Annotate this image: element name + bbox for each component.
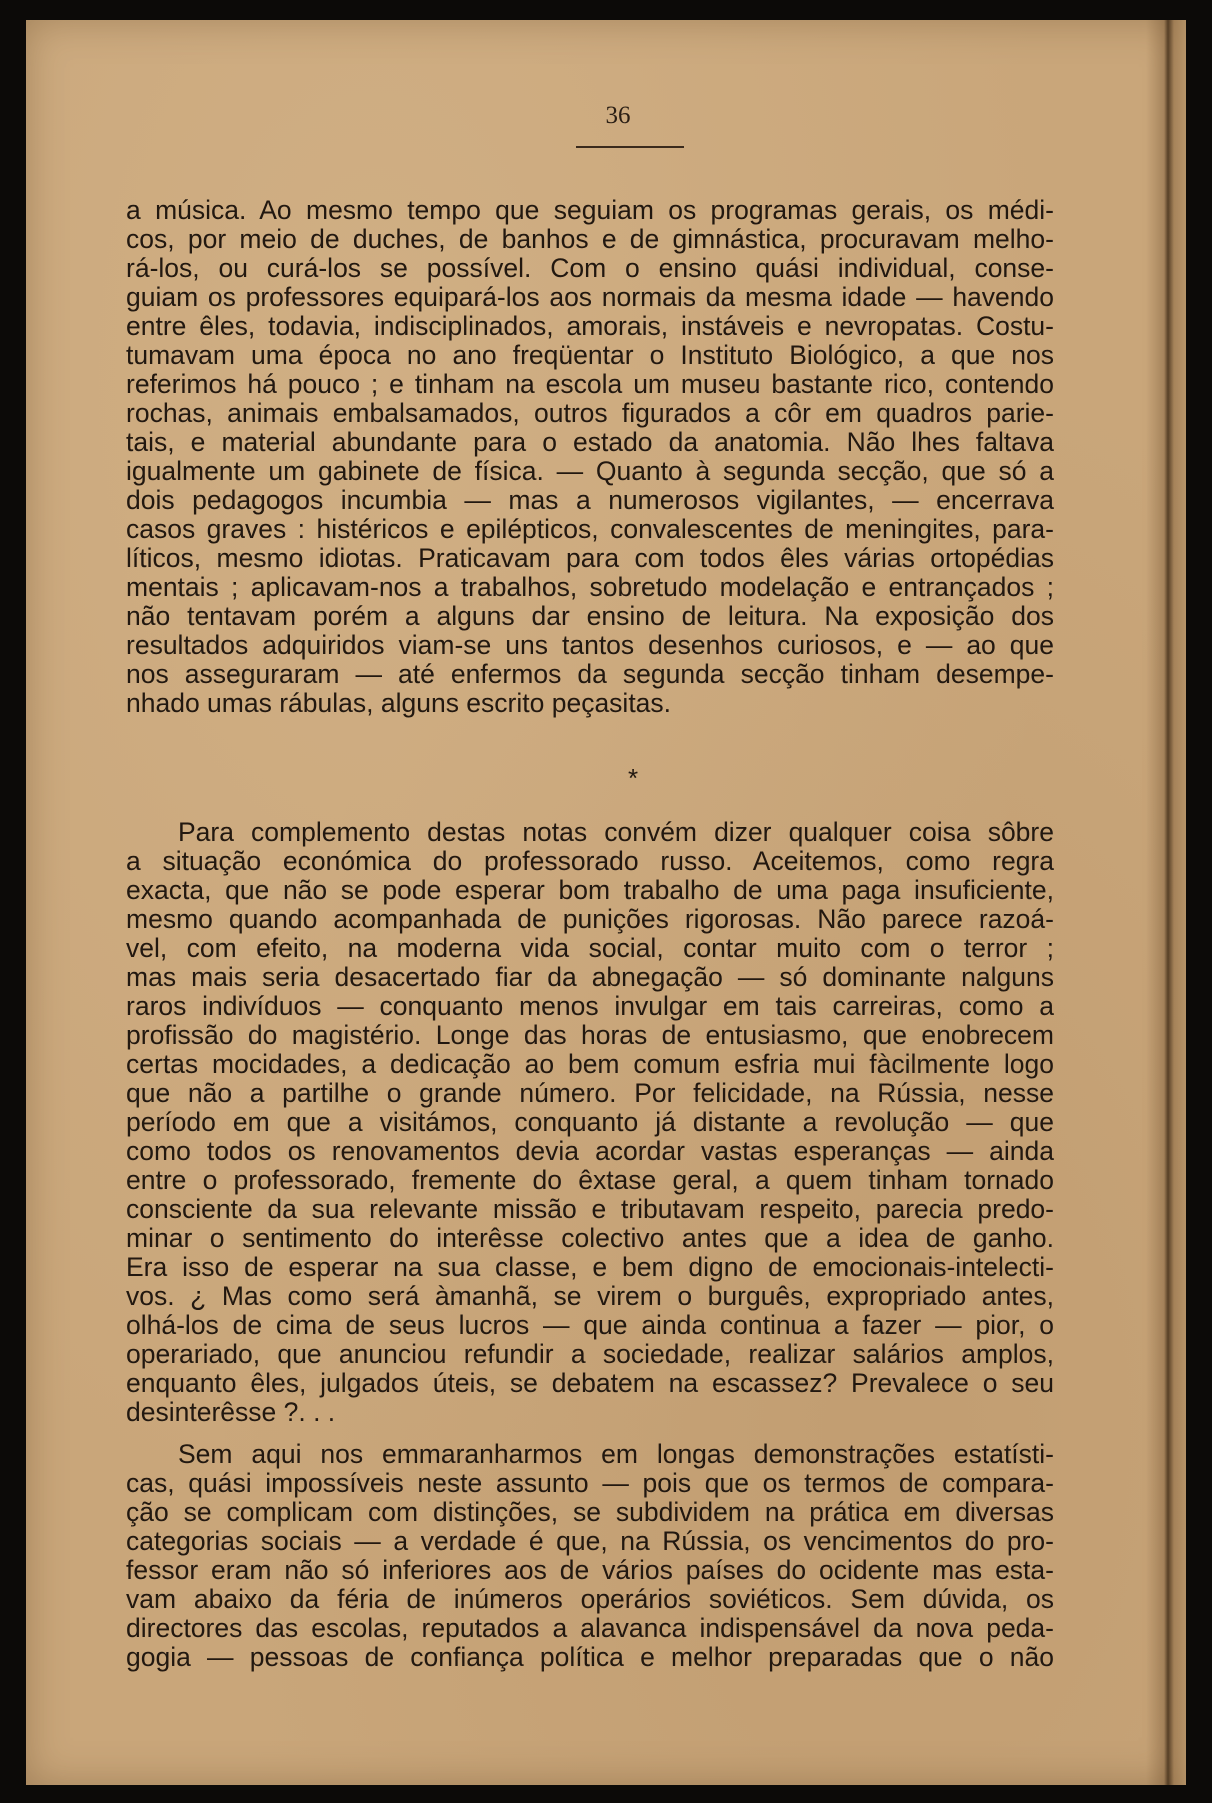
text-line: operariado, que anunciou refundir a sociedade, realizar salários amplos,: [126, 1339, 1054, 1369]
text-line: período em que a visitámos, conquanto já distante a revolução — que: [126, 1107, 1054, 1137]
text-line: que não a partilhe o grande número. Por felicidade, na Rússia, nesse: [126, 1078, 1054, 1108]
text-line: a música. Ao mesmo tempo que seguiam os programas gerais, os médi-: [126, 195, 1054, 225]
text-line: vam abaixo da féria de inúmeros operários soviéticos. Sem dúvida, os: [126, 1584, 1054, 1614]
text-line: entre o professorado, fremente do êxtase geral, a quem tinham tornado: [126, 1165, 1054, 1195]
text-line: mentais ; aplicavam-nos a trabalhos, sobretudo modelação e entrançados ;: [126, 572, 1054, 602]
text-line: não tentavam porém a alguns dar ensino de leitura. Na exposição dos: [126, 601, 1054, 631]
page-number: 36: [605, 102, 631, 129]
text-line: cas, quási impossíveis neste assunto — pois que os termos de compara-: [126, 1468, 1054, 1498]
text-line: exacta, que não se pode esperar bom trabalho de uma paga insuficiente,: [126, 875, 1054, 905]
text-line: guiam os professores equipará-los aos normais da mesma idade — havendo: [126, 282, 1054, 312]
text-line: olhá-los de cima de seus lucros — que ainda continua a fazer — pior, o: [126, 1310, 1054, 1340]
text-line: desinterêsse ?. . .: [126, 1397, 336, 1427]
text-line: referimos há pouco ; e tinham na escola um museu bastante rico, contendo: [126, 369, 1054, 399]
text-line: certas mocidades, a dedicação ao bem comum esfria mui fàcilmente logo: [126, 1049, 1054, 1079]
text-line: enquanto êles, julgados úteis, se debatem na escassez? Prevalece o seu: [126, 1368, 1054, 1398]
text-line: entre êles, todavia, indisciplinados, amorais, instáveis e nevropatas. Costu-: [126, 311, 1054, 341]
text-line: tumavam uma época no ano freqüentar o Instituto Biológico, a que nos: [126, 340, 1054, 370]
text-line: mas mais seria desacertado fiar da abnegação — só dominante nalguns: [126, 962, 1054, 992]
text-line: gogia — pessoas de confiança política e melhor preparadas que o não: [126, 1642, 1054, 1672]
text-line: vel, com efeito, na moderna vida social, contar muito com o terror ;: [126, 933, 1054, 963]
paragraph-salaries: [126, 1440, 1054, 1672]
text-line: resultados adquiridos viam-se uns tantos desenhos curiosos, e — ao que: [126, 630, 1054, 660]
text-line: fessor eram não só inferiores aos de vários países do ocidente mas esta-: [126, 1555, 1054, 1585]
text-line: casos graves : histéricos e epilépticos, convalescentes de meningites, para-: [126, 514, 1054, 544]
text-line: Era isso de esperar na sua classe, e bem digno de emocionais-intelecti-: [126, 1252, 1054, 1282]
paragraph-teacher-economics: [126, 818, 1054, 1427]
text-line: mesmo quando acompanhada de punições rigorosas. Não parece razoá-: [126, 904, 1054, 934]
text-line: Para complemento destas notas convém dizer qualquer coisa sôbre: [178, 817, 1054, 847]
text-line: categorias sociais — a verdade é que, na Rússia, os vencimentos do pro-: [126, 1526, 1054, 1556]
text-line: tais, e material abundante para o estado da anatomia. Não lhes faltava: [126, 427, 1054, 457]
text-line: nos asseguraram — até enfermos da segunda secção tinham desempe-: [126, 659, 1054, 689]
text-line: rochas, animais embalsamados, outros figurados a côr em quadros parie-: [126, 398, 1054, 428]
text-line: vos. ¿ Mas como será àmanhã, se virem o burguês, expropriado antes,: [126, 1281, 1054, 1311]
text-line: profissão do magistério. Longe das horas de entusiasmo, que enobrecem: [126, 1020, 1054, 1050]
text-line: consciente da sua relevante missão e tributavam respeito, parecia predo-: [126, 1194, 1054, 1224]
section-separator-asterisk: *: [627, 763, 639, 793]
text-line: a situação económica do professorado russo. Aceitemos, como regra: [126, 846, 1054, 876]
text-line: raros indivíduos — conquanto menos invulgar em tais carreiras, como a: [126, 991, 1054, 1021]
book-spine-shadow: [1146, 20, 1186, 1785]
text-line: Sem aqui nos emmaranharmos em longas demonstrações estatísti-: [178, 1439, 1054, 1469]
text-line: dois pedagogos incumbia — mas a numerosos vigilantes, — encerrava: [126, 485, 1054, 515]
text-line: cos, por meio de duches, de banhos e de gimnástica, procuravam melho-: [126, 224, 1054, 254]
page-number-rule: [576, 146, 684, 148]
text-line: igualmente um gabinete de física. — Quanto à segunda secção, que só a: [126, 456, 1054, 486]
text-line: directores das escolas, reputados a alavanca indispensável da nova peda-: [126, 1613, 1054, 1643]
text-line: líticos, mesmo idiotas. Praticavam para com todos êles várias ortopédias: [126, 543, 1054, 573]
text-line: nhado umas rábulas, alguns escrito peçasitas.: [126, 688, 672, 718]
text-line: minar o sentimento do interêsse colectivo antes que a idea de ganho.: [126, 1223, 1054, 1253]
text-line: rá-los, ou curá-los se possível. Com o ensino quási individual, conse-: [126, 253, 1054, 283]
paragraph-continuation: [126, 196, 1054, 718]
text-line: ção se complicam com distinções, se subdividem na prática em diversas: [126, 1497, 1054, 1527]
text-line: como todos os renovamentos devia acordar vastas esperanças — ainda: [126, 1136, 1054, 1166]
